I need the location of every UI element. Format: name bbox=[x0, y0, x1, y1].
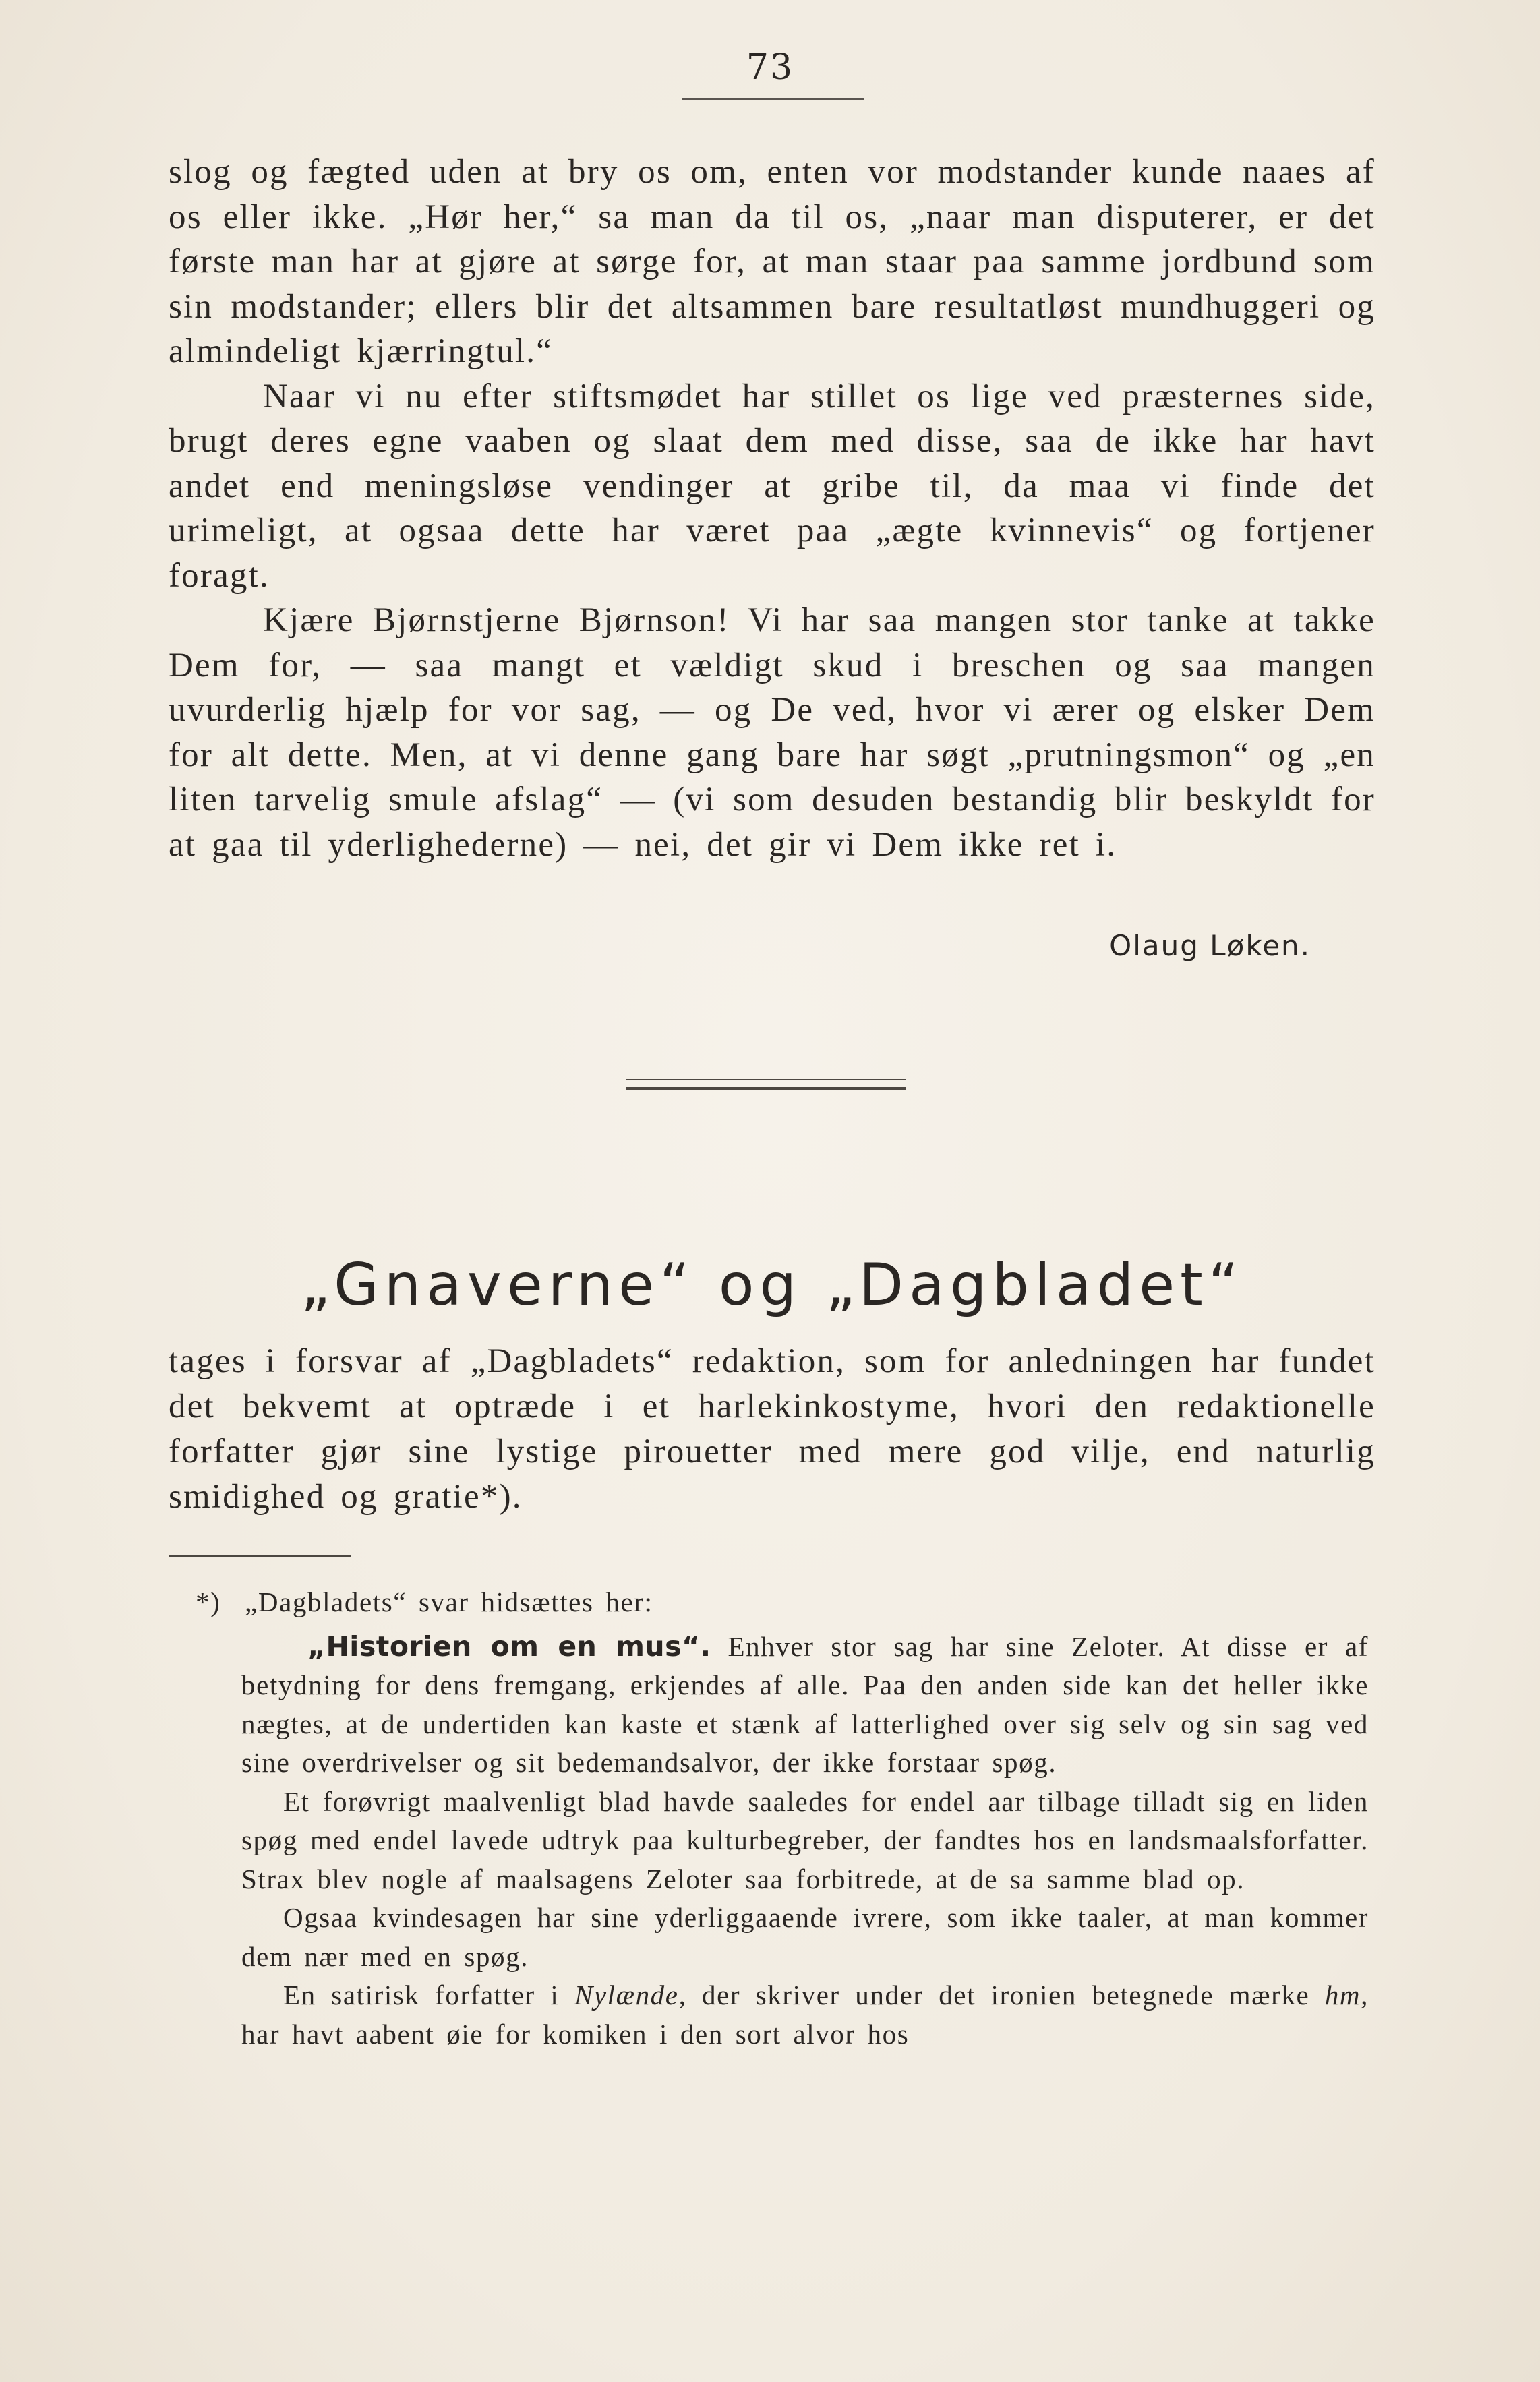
paragraph: slog og fægted uden at bry os om, enten vor modstander kunde naaes af os eller ikke. „Hør her,“ sa man da til os, „naar man disputerer, er det første man har at gjøre at sørge for, at man staar paa samme jordbund som sin modstander; ellers blir det altsammen bare resultatløst mundhuggeri og almindeligt kjærringtul.“ bbox=[169, 153, 1375, 370]
paragraph: Naar vi nu efter stiftsmødet har stillet os lige ved præsternes side, brugt deres egne vaaben og slaat dem med disse, saa de ikke har havt andet end meningsløse vendinger at gribe til, da maa vi finde det urimeligt, at ogsaa dette har været paa „ægte kvinnevis“ og fortjener foragt. bbox=[169, 377, 1375, 595]
footnote-paragraph bbox=[241, 1628, 1369, 1783]
author-mark: hm, bbox=[1324, 1979, 1369, 2011]
footnote-intro-text: „Dagbladets“ svar hidsættes her: bbox=[245, 1586, 653, 1617]
footnote-rule bbox=[169, 1555, 351, 1557]
footnote-text: har havt aabent øie for komiken i den sort alvor hos bbox=[241, 2018, 910, 2050]
newspaper-name: Nylænde, bbox=[574, 1979, 687, 2011]
footnote-text: der skriver under det ironien betegnede mærke bbox=[701, 1979, 1310, 2011]
footnote-paragraph: Et forøvrigt maalvenligt blad havde saaledes for endel aar tilbage tilladt sig en liden spøg med endel lavede udtryk paa kulturbegreber, der fandtes hos en landsmaalsforfatter. Strax blev nogle af maalsagens Zeloter saa forbitrede, at de sa samme blad op. bbox=[241, 1785, 1369, 1895]
footnote-quote bbox=[241, 1628, 1369, 2054]
header-rule bbox=[682, 98, 864, 100]
paragraph: Kjære Bjørnstjerne Bjørnson! Vi har saa mangen stor tanke at takke Dem for, — saa mangt et vældigt skud i breschen og saa mangen uvurderlig hjælp for vor sag, — og De ved, hvor vi ærer og elsker Dem for alt dette. Men, at vi denne gang bare har søgt „prutningsmon“ og „en liten tarvelig smule afslag“ — (vi som desuden bestandig blir beskyldt for at gaa til yderlighederne) — nei, det gir vi Dem ikke ret i. bbox=[169, 601, 1375, 864]
section-separator bbox=[626, 1079, 906, 1090]
signature: Olaug Løken. bbox=[1109, 929, 1311, 962]
footnote-text: En satirisk forfatter i bbox=[283, 1979, 560, 2011]
page-number: 73 bbox=[746, 47, 794, 88]
footnote-text: Enhver stor sag har sine Zeloter. At disse er af betydning for dens fremgang, erkjendes af alle. Paa den anden side kan det heller ikke nægtes, at de undertiden kan kaste et stænk af latterlighed over sig selv og sin sag ved sine overdrivelser og sit bedemandsalvor, der ikke forstaar spøg. bbox=[241, 1630, 1369, 1778]
letter-body bbox=[169, 150, 1375, 867]
section-intro-paragraph: tages i forsvar af „Dagbladets“ redaktion, som for anledningen har fundet det bekvemt at optræde i et harlekinkostyme, hvori den redaktionelle forfatter gjør sine lystige pirouetter med mere god vilje, end naturlig smidighed og gratie*). bbox=[169, 1342, 1375, 1516]
quote-title: „Historien om en mus“. bbox=[307, 1630, 711, 1663]
footnote-marker: *) bbox=[196, 1586, 221, 1617]
footnote-paragraph: Ogsaa kvindesagen har sine yderliggaaende ivrere, som ikke taaler, at man kommer dem nær med en spøg. bbox=[241, 1902, 1369, 1972]
footnote-intro bbox=[196, 1583, 1369, 1622]
section-heading: „Gnaverne“ og „Dagbladet“ bbox=[300, 1251, 1244, 1319]
footnote bbox=[169, 1583, 1369, 2054]
footnote-paragraph bbox=[241, 1976, 1369, 2054]
